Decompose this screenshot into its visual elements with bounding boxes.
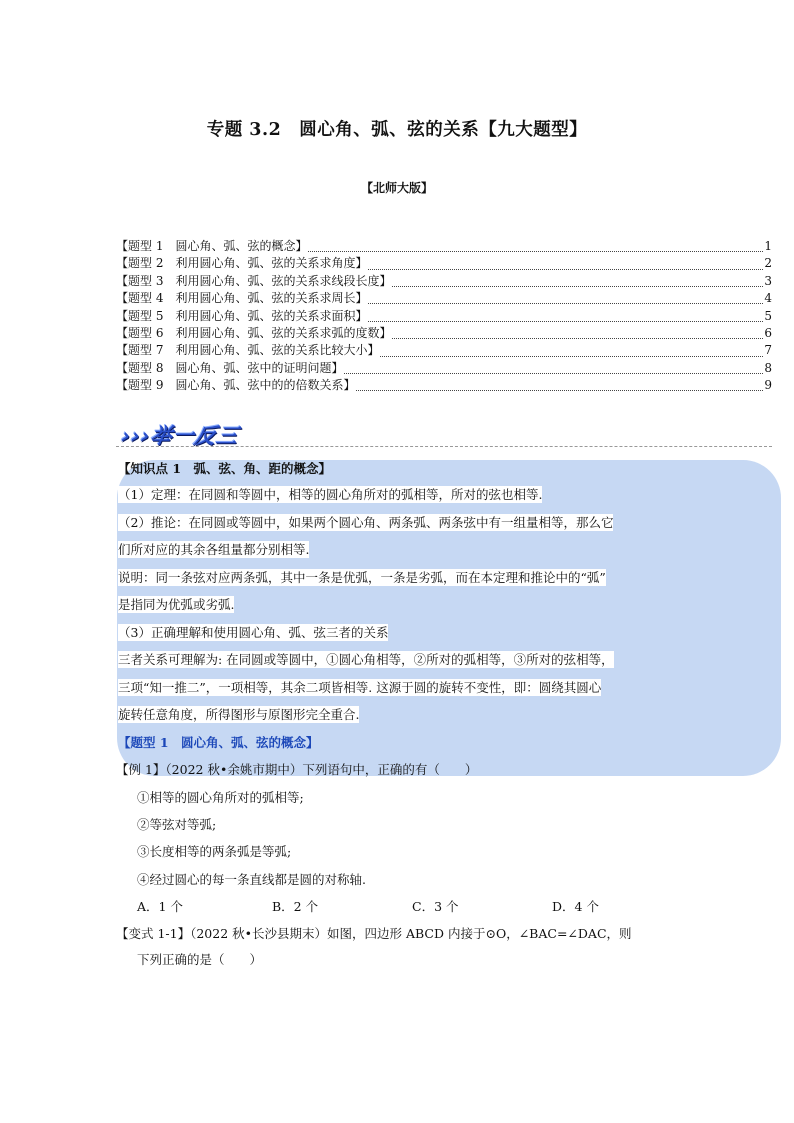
knowledge-line: 三者关系可理解为: 在同圆或等圆中，①圆心角相等，②所对的弧相等，③所对的弦相等， — [118, 652, 614, 667]
toc-leader — [368, 259, 763, 270]
toc-leader — [368, 293, 763, 304]
knowledge-line: 们所对应的其余各组量都分别相等. — [118, 542, 310, 557]
knowledge-line: 三项“知一推二”，一项相等，其余二项皆相等. 这源于圆的旋转不变性，即：圆绕其圆心 — [118, 679, 602, 695]
example-1-item: ①相等的圆心角所对的弧相等; — [137, 790, 304, 805]
toc-item[interactable]: 【题型 1 圆心角、弧、弦的概念】 1 — [116, 239, 772, 253]
edition-label: 【北师大版】 — [360, 181, 433, 195]
knowledge-box — [118, 459, 758, 756]
knowledge-heading: 【知识点 1 弧、弦、角、距的概念】 — [118, 461, 332, 476]
knowledge-line: 旋转任意角度，所得图形与原图形完全重合. — [118, 707, 360, 722]
section-divider — [116, 446, 772, 447]
option-c[interactable]: C．3 个 — [412, 899, 459, 914]
example-1-item: ③长度相等的两条弧是等弧; — [137, 844, 292, 859]
example-1-item: ④经过圆心的每一条直线都是圆的对称轴. — [137, 872, 366, 887]
toc-leader — [392, 276, 763, 287]
knowledge-line: （2）推论：在同圆或等圆中，如果两个圆心角、两条弧、两条弦中有一组量相等，那么它 — [118, 514, 614, 530]
question-type-heading: 【题型 1 圆心角、弧、弦的概念】 — [118, 734, 319, 750]
page-title: 专题 3.2 圆心角、弧、弦的关系【九大题型】 — [206, 120, 588, 140]
toc-leader — [356, 380, 763, 391]
toc-item[interactable]: 【题型 5 利用圆心角、弧、弦的关系求面积】 5 — [116, 308, 772, 323]
section-banner: ›››举一反三 — [119, 424, 242, 448]
option-a[interactable]: A．1 个 — [137, 899, 183, 914]
knowledge-line: 是指同为优弧或劣弧. — [118, 597, 235, 612]
toc-item[interactable]: 【题型 8 圆心角、弧、弦中的证明问题】 8 — [116, 360, 772, 375]
toc-leader — [308, 241, 763, 252]
knowledge-line: （3）正确理解和使用圆心角、弧、弦三者的关系 — [118, 624, 389, 640]
toc-leader — [392, 328, 763, 339]
toc-leader — [344, 363, 763, 374]
variant-1-1-line: 【变式 1-1】（2022 秋•长沙县期末）如图，四边形 ABCD 内接于⊙O，∠BAC=∠DAC，则 — [116, 926, 632, 941]
option-d[interactable]: D．4 个 — [552, 899, 599, 914]
example-1-stem: 【例 1】（2022 秋•余姚市期中）下列语句中，正确的有（ ） — [116, 762, 478, 777]
toc-item[interactable]: 【题型 2 利用圆心角、弧、弦的关系求角度】 2 — [116, 256, 772, 271]
knowledge-line: （1）定理：在同圆和等圆中，相等的圆心角所对的弧相等，所对的弦也相等. — [118, 487, 543, 502]
variant-1-1-line: 下列正确的是（ ） — [137, 952, 263, 967]
toc-item[interactable]: 【题型 9 圆心角、弧、弦中的的倍数关系】 9 — [116, 378, 772, 393]
toc-item[interactable]: 【题型 6 利用圆心角、弧、弦的关系求弧的度数】 6 — [116, 325, 772, 340]
example-1-item: ②等弦对等弧; — [137, 817, 217, 832]
table-of-contents — [116, 238, 772, 395]
toc-leader — [368, 311, 763, 322]
option-b[interactable]: B．2 个 — [272, 899, 319, 914]
toc-item[interactable]: 【题型 7 利用圆心角、弧、弦的关系比较大小】 7 — [116, 343, 772, 358]
toc-leader — [380, 346, 763, 357]
knowledge-line: 说明：同一条弦对应两条弧，其中一条是优弧，一条是劣弧，而在本定理和推论中的“弧” — [118, 569, 606, 585]
toc-item[interactable]: 【题型 4 利用圆心角、弧、弦的关系求周长】 4 — [116, 291, 772, 306]
toc-item[interactable]: 【题型 3 利用圆心角、弧、弦的关系求线段长度】 3 — [116, 273, 772, 288]
